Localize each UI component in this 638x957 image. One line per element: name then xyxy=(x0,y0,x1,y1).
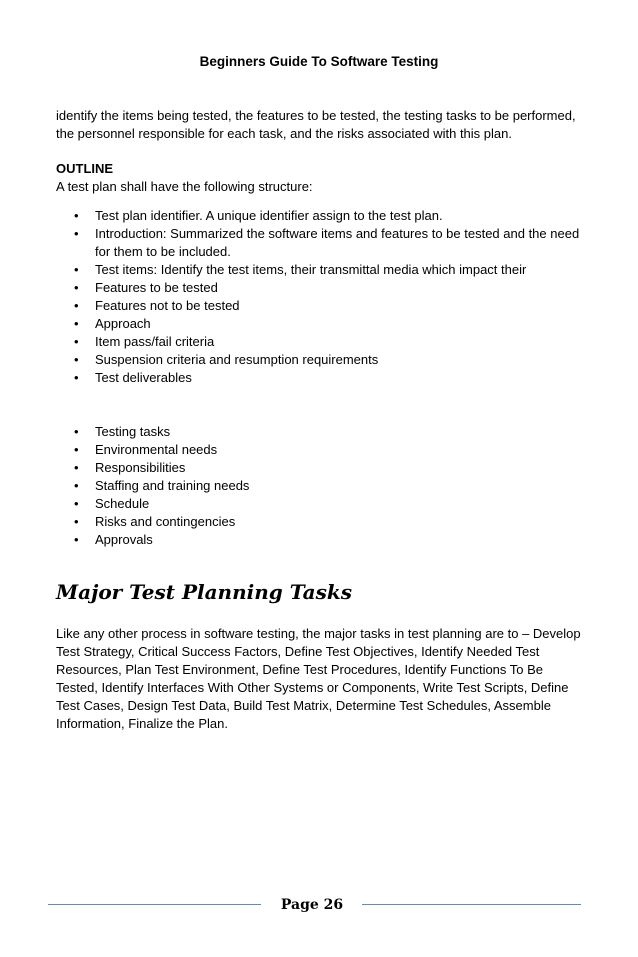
page-number: Page 26 xyxy=(280,897,344,913)
section-heading: Major Test Planning Tasks xyxy=(56,580,353,604)
bullet-icon: • xyxy=(74,262,79,277)
list-item xyxy=(56,513,586,531)
list-item xyxy=(56,333,586,351)
bullet-icon: • xyxy=(74,496,79,511)
bullet-icon: • xyxy=(74,442,79,457)
bullet-icon: • xyxy=(74,208,79,223)
list-item-text: Features to be tested xyxy=(95,280,218,295)
list-item xyxy=(56,207,586,225)
footer-rule-left xyxy=(48,904,261,905)
bullet-icon: • xyxy=(74,460,79,475)
bullet-icon: • xyxy=(74,334,79,349)
bullet-icon: • xyxy=(74,316,79,331)
list-item-text: Approach xyxy=(95,316,151,331)
intro-paragraph: identify the items being tested, the features to be tested, the testing tasks to be performed, the personnel responsible for each task, and the risks associated with this plan. xyxy=(56,108,576,141)
list-item-text: Test deliverables xyxy=(95,370,192,385)
list-item-text: Environmental needs xyxy=(95,442,218,457)
bullet-icon: • xyxy=(74,370,79,385)
list-item-text: Suspension criteria and resumption requirements xyxy=(95,352,379,367)
bullet-icon: • xyxy=(74,514,79,529)
bullet-icon: • xyxy=(74,298,79,313)
list-item-text: Testing tasks xyxy=(95,424,171,439)
page-footer xyxy=(0,895,638,915)
list-item-text: Features not to be tested xyxy=(95,298,240,313)
list-item xyxy=(56,531,586,549)
list-item xyxy=(56,279,586,297)
bullet-icon: • xyxy=(74,478,79,493)
list-item xyxy=(56,423,586,441)
list-item-text: Responsibilities xyxy=(95,460,186,475)
list-item xyxy=(56,351,586,369)
bullet-icon: • xyxy=(74,352,79,367)
list-item xyxy=(56,441,586,459)
list-item-text: Approvals xyxy=(95,532,153,547)
list-item xyxy=(56,459,586,477)
list-item-text: Risks and contingencies xyxy=(95,514,236,529)
list-item xyxy=(56,261,586,279)
bullet-icon: • xyxy=(74,532,79,547)
bullet-icon: • xyxy=(74,424,79,439)
list-item-text: Introduction: Summarized the software items and features to be tested and the need for them to be included. xyxy=(95,226,580,259)
list-item-text: Test plan identifier. A unique identifier assign to the test plan. xyxy=(95,208,443,223)
list-item xyxy=(56,225,586,261)
list-item xyxy=(56,315,586,333)
list-item-text: Schedule xyxy=(95,496,150,511)
list-item-text: Test items: Identify the test items, their transmittal media which impact their xyxy=(95,262,527,277)
list-item-text: Staffing and training needs xyxy=(95,478,250,493)
list-item xyxy=(56,369,586,387)
footer-rule-right xyxy=(362,904,581,905)
outline-intro: A test plan shall have the following structure: xyxy=(56,179,313,194)
section-paragraph: Like any other process in software testing, the major tasks in test planning are to – Develop Test Strategy, Critical Success Factors, Define Test Objectives, Identify Needed Test Resources, Plan Test Environment, Define Test Procedures, Identify Functions To Be Tested, Identify Interfaces With Other Systems or Components, Write Test Scripts, Define Test Cases, Design Test Data, Build Test Matrix, Determine Test Schedules, Assemble Information, Finalize the Plan. xyxy=(56,626,581,731)
outline-list-a xyxy=(56,207,586,387)
outline-heading: OUTLINE xyxy=(56,161,114,176)
list-item xyxy=(56,495,586,513)
bullet-icon: • xyxy=(74,280,79,295)
bullet-icon: • xyxy=(74,226,79,241)
list-item xyxy=(56,477,586,495)
list-item xyxy=(56,297,586,315)
list-item-text: Item pass/fail criteria xyxy=(95,334,215,349)
outline-list-b xyxy=(56,423,586,549)
page-content xyxy=(56,107,586,733)
page-header-title: Beginners Guide To Software Testing xyxy=(199,54,439,69)
